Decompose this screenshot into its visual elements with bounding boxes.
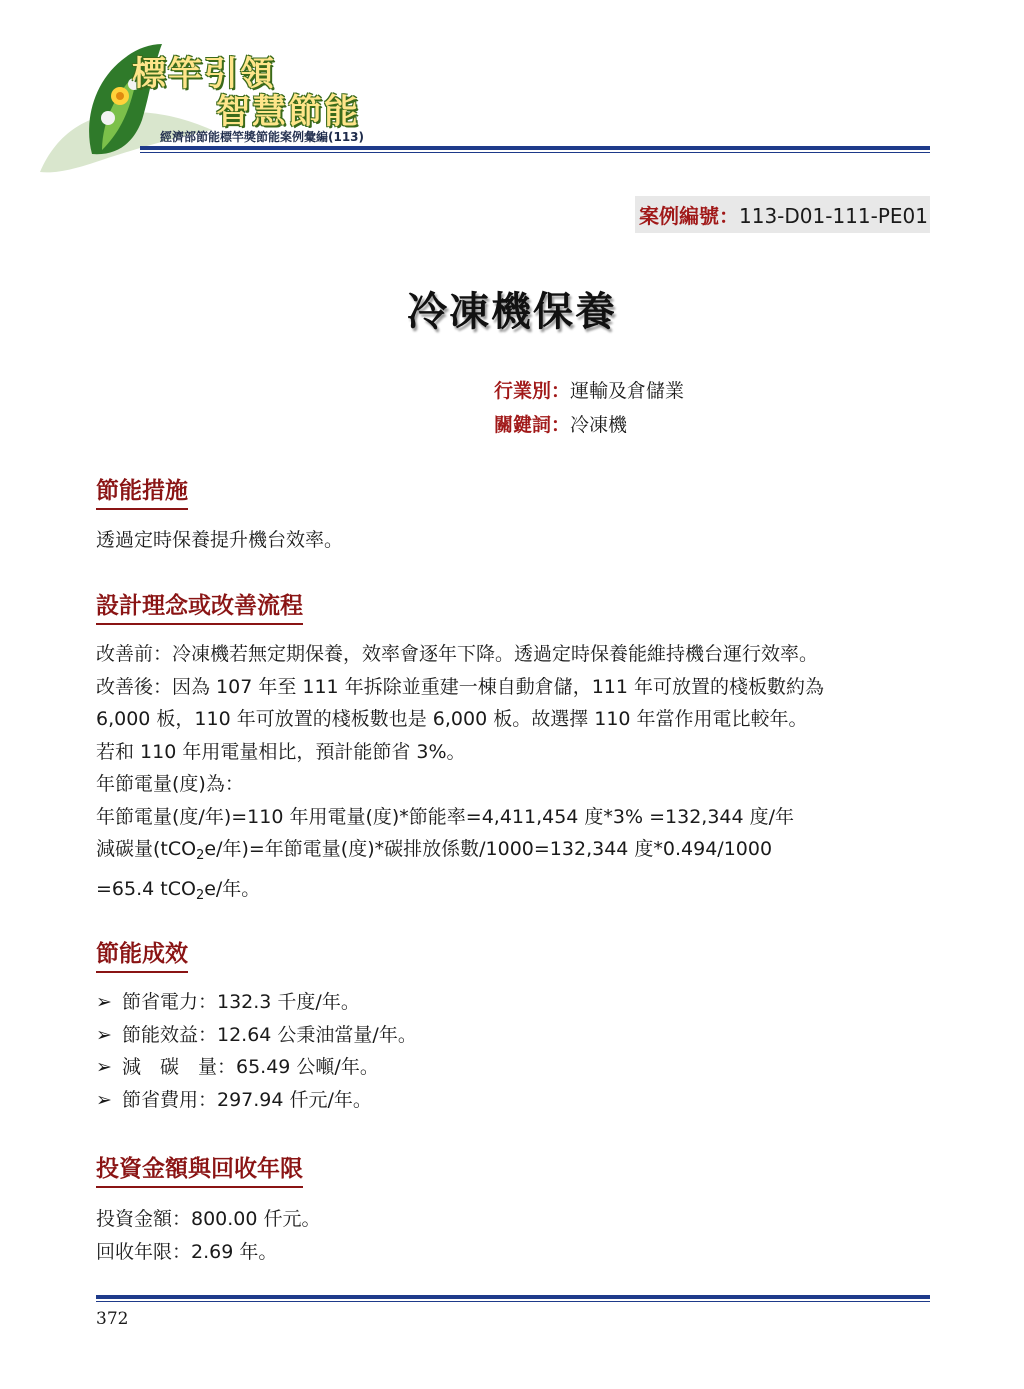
header-rule [140, 146, 930, 150]
design-line: 改善後：因為 107 年至 111 年拆除並重建一棟自動倉儲，111 年可放置的棧板數約為 [96, 675, 824, 698]
logo-slogan-line2: 智慧節能 [216, 92, 360, 132]
design-text [96, 638, 824, 912]
logo-slogan-line1: 標竿引領 [132, 54, 276, 94]
formula-part: =65.4 tCO [96, 877, 196, 900]
subscript: 2 [195, 887, 205, 903]
payback-period: 回收年限：2.69 年。 [96, 1240, 278, 1263]
keywords-label: 關鍵詞： [494, 414, 571, 436]
section-heading-design: 設計理念或改善流程 [96, 587, 303, 625]
arrow-bullet-icon: ➢ [96, 991, 112, 1013]
result-text: 節省電力：132.3 千度/年。 [122, 991, 360, 1013]
design-line: 改善前：冷凍機若無定期保養，效率會逐年下降。透過定時保養能維持機台運行效率。 [96, 643, 819, 665]
keywords-value: 冷凍機 [570, 414, 628, 436]
case-number-value: 113-D01-111-PE01 [739, 204, 928, 228]
result-text: 減 碳 量：65.49 公噸/年。 [122, 1056, 379, 1078]
list-item [96, 1084, 417, 1117]
result-text: 節能效益：12.64 公秉油當量/年。 [122, 1023, 417, 1046]
list-item [96, 1019, 417, 1052]
keywords-line [494, 410, 627, 437]
formula-part: 減碳量(tCO [96, 838, 197, 860]
header-rule-thin [140, 152, 930, 153]
document-title: 冷凍機保養 [407, 289, 617, 335]
arrow-bullet-icon: ➢ [96, 1088, 112, 1111]
industry-label: 行業別： [494, 380, 571, 402]
industry-value: 運輸及倉儲業 [570, 380, 685, 402]
design-line: 6,000 板，110 年可放置的棧板數也是 6,000 板。故選擇 110 年當作用電比較年。 [96, 708, 808, 730]
design-line-carbon [96, 833, 824, 873]
results-list [96, 986, 417, 1116]
list-item [96, 986, 417, 1019]
section-heading-results: 節能成效 [96, 935, 188, 973]
industry-line [494, 376, 684, 403]
section-heading-investment: 投資金額與回收年限 [96, 1150, 303, 1188]
investment-text [96, 1203, 321, 1268]
list-item [96, 1051, 417, 1084]
measures-text: 透過定時保養提升機台效率。 [96, 529, 344, 551]
formula-part: e/年)=年節電量(度)*碳排放係數/1000=132,344 度*0.494/1000 [204, 838, 773, 860]
design-line: 若和 110 年用電量相比，預計能節省 3%。 [96, 740, 466, 763]
formula-part: e/年。 [204, 877, 261, 900]
series-title: 經濟部節能標竿獎節能案例彙編(113) [160, 130, 365, 144]
design-line: 年節電量(度)為： [96, 773, 244, 795]
page-number: 372 [96, 1309, 129, 1329]
case-number [635, 196, 930, 233]
footer-rule-thin [96, 1301, 930, 1302]
case-number-label: 案例編號： [639, 204, 739, 228]
arrow-bullet-icon: ➢ [96, 1023, 112, 1046]
result-text: 節省費用：297.94 仟元/年。 [122, 1088, 372, 1111]
arrow-bullet-icon: ➢ [96, 1056, 112, 1078]
design-line: 年節電量(度/年)=110 年用電量(度)*節能率=4,411,454 度*3% =132,344 度/年 [96, 805, 795, 828]
section-heading-measures: 節能措施 [96, 472, 188, 510]
footer-rule [96, 1295, 930, 1299]
subscript: 2 [196, 848, 205, 863]
design-line-carbon-result [96, 873, 824, 913]
investment-amount: 投資金額：800.00 仟元。 [96, 1208, 321, 1230]
